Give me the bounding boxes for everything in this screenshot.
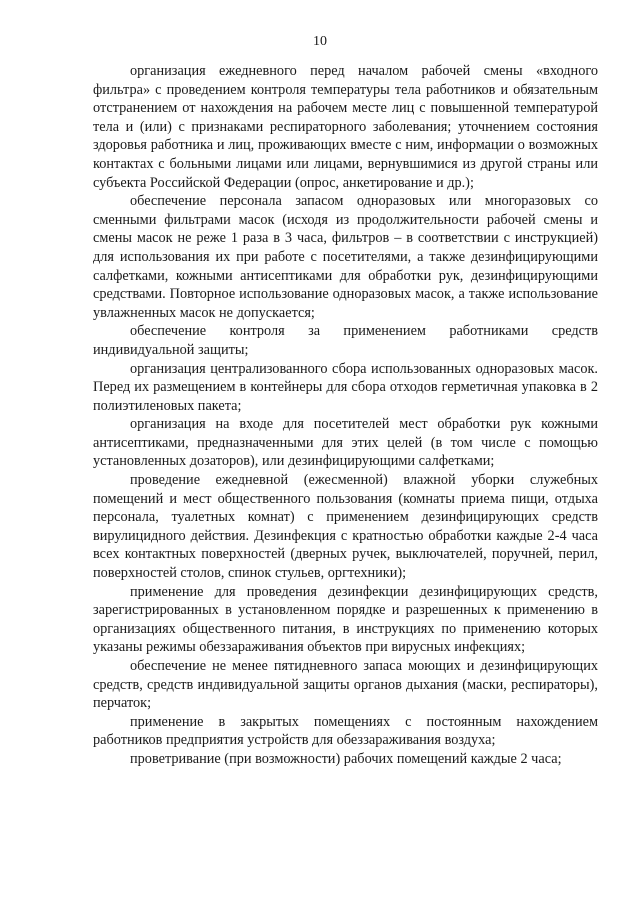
paragraph-entry-filter: организация ежедневного перед началом рабочей смены «входного фильтра» с проведением контроля температуры тела работников и обязательным отстранением от нахождения на рабочем месте лиц с повышенной температурой тела и (или) с признаками респираторного заболевания; уточнением состояния здоровья работника и лиц, проживающих вместе с ним, информации о возможных контактах с больными лицами или лицами, вернувшимися из другой страны или субъекта Российской Федерации (опрос, анкетирование и др.);: [93, 63, 598, 191]
page-number: 10: [313, 34, 327, 49]
paragraph-mask-collection: организация централизованного сбора использованных одноразовых масок. Перед их размещением в контейнеры для сбора отходов герметичная упаковка в 2 полиэтиленовых пакета;: [93, 360, 598, 414]
paragraph-hand-sanitizing: организация на входе для посетителей мест обработки рук кожными антисептиками, предназначенными для этих целей (в том числе с помощью установленных дозаторов), или дезинфицирующими салфетками;: [93, 416, 598, 470]
paragraph-disinfectants: применение для проведения дезинфекции дезинфицирующих средств, зарегистрированных в установленном порядке и разрешенных к применению в организациях общественного питания, в инструкциях по применению которых указаны режимы обеззараживания объектов при вирусных инфекциях;: [93, 583, 598, 656]
paragraph-ventilation: проветривание (при возможности) рабочих помещений каждые 2 часа;: [130, 750, 562, 767]
paragraph-ppe-control: обеспечение контроля за применением работниками средств индивидуальной защиты;: [93, 323, 598, 358]
document-body: [93, 62, 598, 769]
paragraph-wet-cleaning: проведение ежедневной (ежесменной) влажной уборки служебных помещений и мест общественного пользования (комнаты приема пищи, отдыха персонала, туалетных комнат) с применением дезинфицирующих средств вирулицидного действия. Дезинфекция с кратностью обработки каждые 2-4 часа всех контактных поверхностей (дверных ручек, выключателей, поручней, перил, поверхностей столов, спинок стульев, оргтехники);: [93, 472, 598, 582]
paragraph-supply-reserve: обеспечение не менее пятидневного запаса моющих и дезинфицирующих средств, средств индивидуальной защиты органов дыхания (маски, респираторы), перчаток;: [93, 658, 598, 712]
paragraph-masks-supply: обеспечение персонала запасом одноразовых или многоразовых со сменными фильтрами масок (исходя из продолжительности рабочей смены и смены масок не реже 1 раза в 3 часа, фильтров – в соответствии с инструкцией) для использования их при работе с посетителями, а также дезинфицирующими салфетками, кожными антисептиками для обработки рук, дезинфицирующими средствами. Повторное использование одноразовых масок, а также использование увлажненных масок не допускается;: [93, 193, 598, 321]
paragraph-air-disinfection: применение в закрытых помещениях с постоянным нахождением работников предприятия устройств для обеззараживания воздуха;: [93, 713, 598, 749]
